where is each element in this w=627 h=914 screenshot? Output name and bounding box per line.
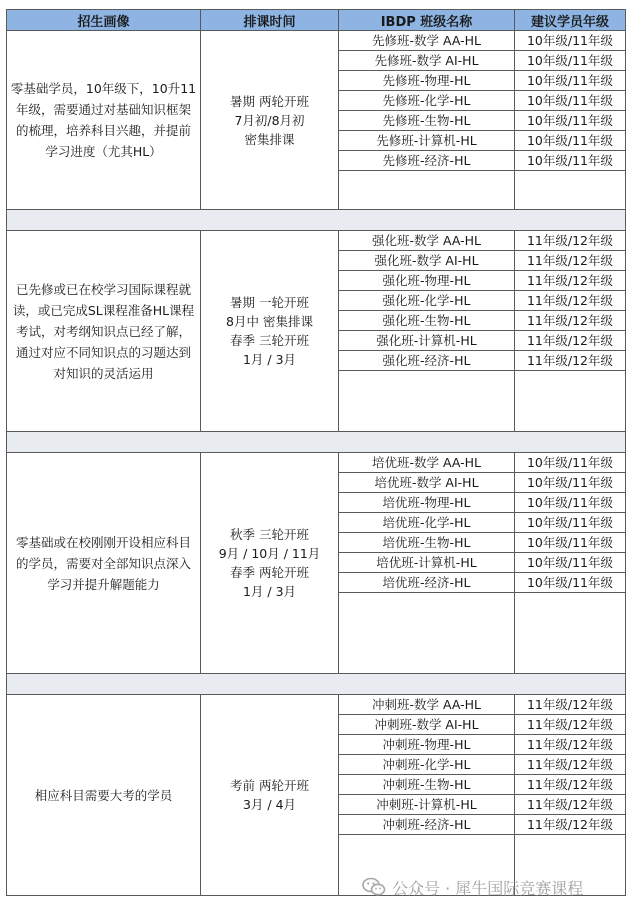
schedule-line: 9月 / 10月 / 11月: [218, 546, 321, 561]
class-name-cell: 培优班-计算机-HL: [339, 553, 515, 573]
grade-cell: 11年级/12年级: [515, 291, 626, 311]
class-name-cell: 冲刺班-经济-HL: [339, 815, 515, 835]
separator-cell: [7, 432, 626, 453]
portrait-cell: [7, 31, 201, 210]
blank-grade-cell: [515, 593, 626, 674]
grade-cell: 10年级/11年级: [515, 553, 626, 573]
class-name-cell: 强化班-经济-HL: [339, 351, 515, 371]
grade-cell: 11年级/12年级: [515, 331, 626, 351]
grade-cell: 10年级/11年级: [515, 473, 626, 493]
separator-cell: [7, 674, 626, 695]
schedule-cell: [201, 231, 339, 432]
grade-cell: 11年级/12年级: [515, 735, 626, 755]
schedule-line: 8月中 密集排课: [226, 314, 313, 329]
class-name-cell: 培优班-化学-HL: [339, 513, 515, 533]
class-name-cell: 强化班-生物-HL: [339, 311, 515, 331]
grade-cell: 10年级/11年级: [515, 91, 626, 111]
grade-cell: 11年级/12年级: [515, 231, 626, 251]
class-name-cell: 先修班-生物-HL: [339, 111, 515, 131]
class-name-cell: 强化班-数学 AA-HL: [339, 231, 515, 251]
schedule-cell: [201, 453, 339, 674]
portrait-cell: [7, 453, 201, 674]
schedule-line: 密集排课: [244, 131, 295, 147]
portrait-line: 通过对应不同知识点的习题达到: [15, 344, 191, 360]
table-body: [7, 31, 626, 896]
portrait-line: 零基础或在校刚刚开设相应科目: [15, 534, 191, 550]
grade-cell: 11年级/12年级: [515, 351, 626, 371]
grade-cell: 10年级/11年级: [515, 493, 626, 513]
header-portrait: 招生画像: [7, 10, 201, 31]
grade-cell: 11年级/12年级: [515, 251, 626, 271]
grade-cell: 11年级/12年级: [515, 715, 626, 735]
class-name-cell: 先修班-经济-HL: [339, 151, 515, 171]
schedule-cell: [201, 695, 339, 896]
schedule-line: 暑期 一轮开班: [230, 295, 309, 310]
schedule-line: 1月 / 3月: [242, 352, 297, 367]
header-row: [7, 10, 626, 31]
grade-cell: 10年级/11年级: [515, 513, 626, 533]
grade-cell: 11年级/12年级: [515, 271, 626, 291]
class-name-cell: 先修班-化学-HL: [339, 91, 515, 111]
grade-cell: 11年级/12年级: [515, 755, 626, 775]
grade-cell: 10年级/11年级: [515, 151, 626, 171]
grade-cell: 11年级/12年级: [515, 311, 626, 331]
grade-cell: 11年级/12年级: [515, 795, 626, 815]
grade-cell: 10年级/11年级: [515, 71, 626, 91]
portrait-line: 的学员，需要对全部知识点深入: [15, 555, 191, 571]
class-name-cell: 培优班-生物-HL: [339, 533, 515, 553]
portrait-line: 相应科目需要大考的学员: [34, 787, 173, 803]
schedule-cell: [201, 31, 339, 210]
grade-cell: 10年级/11年级: [515, 533, 626, 553]
portrait-line: 已先修或已在校学习国际课程就: [15, 281, 191, 297]
watermark-text: 公众号 · 犀牛国际竞赛课程: [392, 878, 584, 898]
class-name-cell: 培优班-经济-HL: [339, 573, 515, 593]
schedule-line: 考前 两轮开班: [230, 778, 309, 793]
header-grade: 建议学员年级: [515, 10, 626, 31]
class-name-cell: 先修班-数学 AA-HL: [339, 31, 515, 51]
class-name-cell: 强化班-化学-HL: [339, 291, 515, 311]
wechat-icon: [362, 877, 386, 897]
portrait-line: 学习并提升解题能力: [47, 576, 160, 592]
grade-cell: 10年级/11年级: [515, 51, 626, 71]
class-name-cell: 培优班-数学 AA-HL: [339, 453, 515, 473]
blank-grade-cell: [515, 171, 626, 210]
table-row: [7, 453, 626, 473]
grade-cell: 10年级/11年级: [515, 573, 626, 593]
class-name-cell: 冲刺班-数学 AI-HL: [339, 715, 515, 735]
class-name-cell: 强化班-数学 AI-HL: [339, 251, 515, 271]
class-name-cell: 培优班-物理-HL: [339, 493, 515, 513]
blank-class-cell: [339, 593, 515, 674]
schedule-line: 3月 / 4月: [242, 797, 297, 812]
schedule-line: 1月 / 3月: [242, 584, 297, 599]
class-name-cell: 冲刺班-物理-HL: [339, 735, 515, 755]
class-name-cell: 强化班-物理-HL: [339, 271, 515, 291]
class-name-cell: 冲刺班-化学-HL: [339, 755, 515, 775]
course-table: [6, 9, 626, 896]
header-schedule: 排课时间: [201, 10, 339, 31]
schedule-line: 7月初/8月初: [234, 112, 305, 128]
class-name-cell: 冲刺班-计算机-HL: [339, 795, 515, 815]
grade-cell: 11年级/12年级: [515, 815, 626, 835]
blank-grade-cell: [515, 371, 626, 432]
class-name-cell: 先修班-数学 AI-HL: [339, 51, 515, 71]
group-separator: [7, 674, 626, 695]
portrait-cell: [7, 695, 201, 896]
class-name-cell: 冲刺班-数学 AA-HL: [339, 695, 515, 715]
portrait-line: 读，或已完成SL课程准备HL课程: [12, 302, 195, 318]
group-separator: [7, 210, 626, 231]
grade-cell: 10年级/11年级: [515, 111, 626, 131]
class-name-cell: 冲刺班-生物-HL: [339, 775, 515, 795]
portrait-line: 考试，对考纲知识点已经了解，: [15, 323, 191, 339]
table-row: [7, 695, 626, 715]
portrait-line: 零基础学员，10年级下，10升11: [10, 81, 197, 96]
grade-cell: 10年级/11年级: [515, 131, 626, 151]
class-name-cell: 强化班-计算机-HL: [339, 331, 515, 351]
schedule-line: 暑期 两轮开班: [230, 93, 309, 109]
table-row: [7, 31, 626, 51]
separator-cell: [7, 210, 626, 231]
watermark: [362, 874, 583, 900]
portrait-line: 年级，需要通过对基础知识框架: [15, 102, 191, 117]
grade-cell: 10年级/11年级: [515, 31, 626, 51]
class-name-cell: 先修班-物理-HL: [339, 71, 515, 91]
schedule-line: 秋季 三轮开班: [230, 527, 309, 542]
portrait-cell: [7, 231, 201, 432]
schedule-line: 春季 三轮开班: [230, 333, 309, 348]
grade-cell: 11年级/12年级: [515, 695, 626, 715]
table-row: [7, 231, 626, 251]
header-class-name: IBDP 班级名称: [339, 10, 515, 31]
class-name-cell: 先修班-计算机-HL: [339, 131, 515, 151]
schedule-line: 春季 两轮开班: [230, 565, 309, 580]
portrait-line: 对知识的灵活运用: [53, 365, 154, 381]
blank-class-cell: [339, 371, 515, 432]
grade-cell: 10年级/11年级: [515, 453, 626, 473]
portrait-line: 学习进度（尤其HL）: [45, 144, 162, 159]
class-name-cell: 培优班-数学 AI-HL: [339, 473, 515, 493]
group-separator: [7, 432, 626, 453]
blank-class-cell: [339, 171, 515, 210]
portrait-line: 的梳理，培养科目兴趣，并提前: [15, 123, 191, 138]
grade-cell: 11年级/12年级: [515, 775, 626, 795]
